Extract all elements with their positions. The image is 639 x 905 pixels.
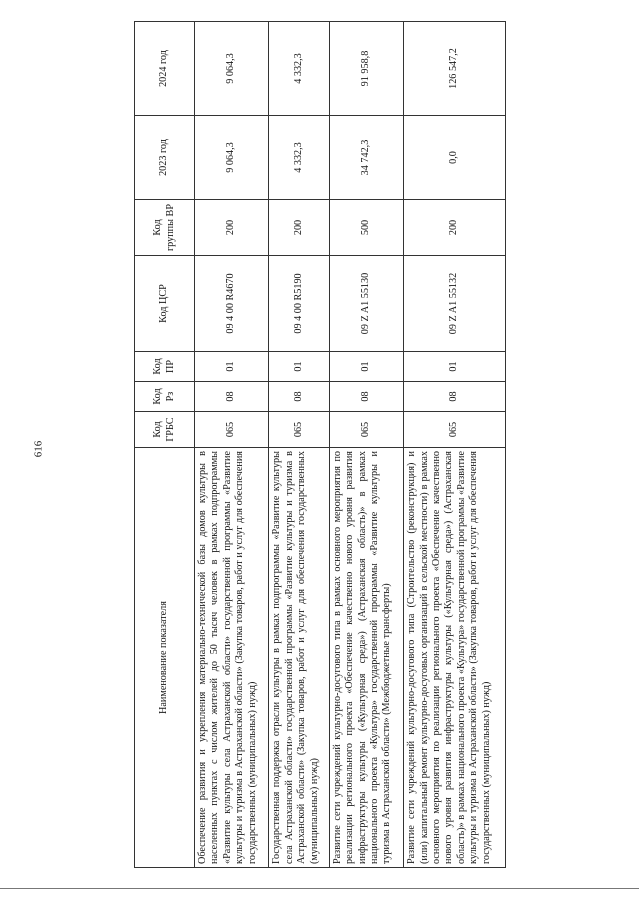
row-2023: 0,0 <box>404 116 506 200</box>
row-vr: 200 <box>269 200 330 256</box>
header-pr: Код ПР <box>135 352 195 382</box>
row-name: Развитие сети учреждений культурно-досугового типа в рамках основного мероприятия по реализации регионального проекта «Обеспечение качественно нового уровня развития инфраструктуры культуры («Культурная среда») (Астраханская область)» в рамках национального проекта «Культура» государственной программы «Развитие культуры и туризма в Астраханской области» (Межбюджетные трансферты) <box>329 448 403 868</box>
header-2023: 2023 год <box>135 116 195 200</box>
row-pr: 01 <box>329 352 403 382</box>
row-csr: 09 4 00 R5190 <box>269 256 330 352</box>
page-number: 616 <box>32 440 45 458</box>
row-pr: 01 <box>404 352 506 382</box>
row-2024: 126 547,2 <box>404 22 506 116</box>
row-name: Обеспечение развития и укрепления материально-технической базы домов культуры в населенных пунктах с числом жителей до 50 тысяч человек в рамках подпрограммы «Развитие культуры села Астраханской области» государственной программы «Развитие культуры и туризма в Астраханской области» (Закупка товаров, работ и услуг для обеспечения государственных (муниципальных) нужд) <box>195 448 269 868</box>
row-2023: 9 064,3 <box>195 116 269 200</box>
row-grbs: 065 <box>404 412 506 448</box>
header-rz: Код Рз <box>135 382 195 412</box>
header-vr: Код группы ВР <box>135 200 195 256</box>
row-2024: 4 332,3 <box>269 22 330 116</box>
row-vr: 200 <box>195 200 269 256</box>
row-pr: 01 <box>195 352 269 382</box>
table-row <box>404 22 506 868</box>
row-csr: 09 Z A1 55132 <box>404 256 506 352</box>
row-rz: 08 <box>195 382 269 412</box>
row-vr: 200 <box>404 200 506 256</box>
budget-table <box>134 21 506 868</box>
row-pr: 01 <box>269 352 330 382</box>
row-name: Развитие сети учреждений культурно-досугового типа (Строительство (реконструкция) и (или) капитальный ремонт культурно-досуговых организаций в сельской местности) в рамках основного мероприятия по реализации регионального проекта «Обеспечение качественно нового уровня развития инфраструктуры культуры («Культурная среда») (Астраханская область)» в рамках национального проекта «Культура» государственной программы «Развитие культуры и туризма в Астраханской области» (Закупка товаров, работ и услуг для обеспечения государственных (муниципальных) нужд) <box>404 448 506 868</box>
row-grbs: 065 <box>329 412 403 448</box>
table-row <box>329 22 403 868</box>
row-2024: 9 064,3 <box>195 22 269 116</box>
header-csr: Код ЦСР <box>135 256 195 352</box>
row-grbs: 065 <box>269 412 330 448</box>
rotated-table-container <box>134 22 506 868</box>
header-grbs: Код ГРБС <box>135 412 195 448</box>
row-csr: 09 Z A1 55130 <box>329 256 403 352</box>
header-2024: 2024 год <box>135 22 195 116</box>
header-row <box>135 22 195 868</box>
row-rz: 08 <box>404 382 506 412</box>
row-rz: 08 <box>329 382 403 412</box>
page-edge-line <box>0 888 639 889</box>
row-2023: 4 332,3 <box>269 116 330 200</box>
header-name: Наименование показателя <box>135 448 195 868</box>
row-vr: 500 <box>329 200 403 256</box>
row-name: Государственная поддержка отрасли культуры в рамках подпрограммы «Развитие культуры села Астраханской области» государственной программы «Развитие культуры и туризма в Астраханской области» (Закупка товаров, работ и услуг для обеспечения государственных (муниципальных) нужд) <box>269 448 330 868</box>
row-rz: 08 <box>269 382 330 412</box>
row-2024: 91 958,8 <box>329 22 403 116</box>
table-row <box>195 22 269 868</box>
row-csr: 09 4 00 R4670 <box>195 256 269 352</box>
row-grbs: 065 <box>195 412 269 448</box>
row-2023: 34 742,3 <box>329 116 403 200</box>
table-row <box>269 22 330 868</box>
